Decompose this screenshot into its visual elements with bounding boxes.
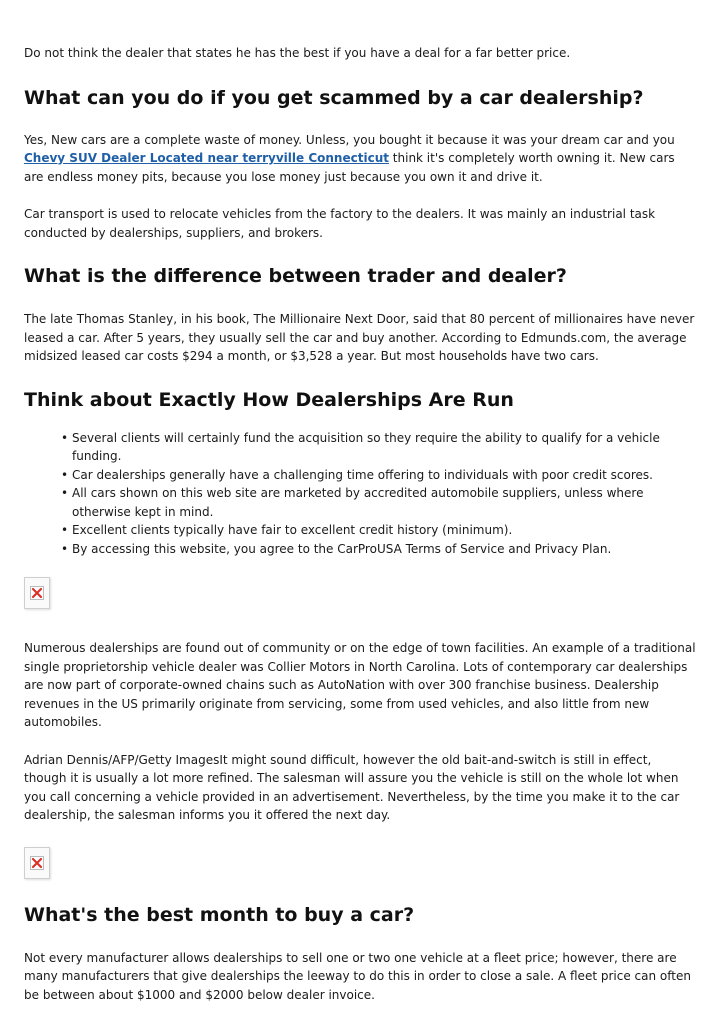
list-item: • All cars shown on this web site are marketed by accredited automobile suppliers, unless where otherwise kept in mind. bbox=[72, 484, 696, 521]
bullet-list bbox=[24, 429, 696, 559]
paragraph-millionaire: The late Thomas Stanley, in his book, The Millionaire Next Door, said that 80 percent of millionaires have never leased a car. After 5 years, they usually sell the car and buy another. According to Edmunds.com, the average midsized leased car costs $294 a month, or $3,528 a year. But most households have two cars. bbox=[24, 312, 695, 363]
heading-scammed: What can you do if you get scammed by a car dealership? bbox=[24, 86, 644, 109]
heading-trader-dealer: What is the difference between trader and dealer? bbox=[24, 265, 567, 287]
paragraph-fleet-price: Not every manufacturer allows dealerships to sell one or two one vehicle at a fleet price; however, there are many manufacturers that give dealerships the leeway to do this in order to close a sale. A fleet price can often be between about $1000 and $2000 below dealer invoice. bbox=[24, 950, 691, 1002]
broken-image-icon bbox=[30, 856, 44, 870]
paragraph-bait-switch: Adrian Dennis/AFP/Getty ImagesIt might sound difficult, however the old bait-and-switch is still in effect, though it is usually a lot more refined. The salesman will assure you the vehicle is still on the whole lot when you call concerning a vehicle provided in an advertisement. Nevertheless, by the time you make it to the car dealership, the salesman informs you it offered the next day. bbox=[24, 752, 680, 822]
list-item: • Car dealerships generally have a challenging time offering to individuals with poor credit scores. bbox=[72, 466, 696, 485]
paragraph-new-cars-start: Yes, New cars are a complete waste of money. Unless, you bought it because it was your dream car and you bbox=[24, 132, 675, 147]
broken-image-icon bbox=[30, 586, 44, 600]
broken-image-placeholder bbox=[24, 577, 50, 609]
chevy-suv-dealer-link[interactable]: Chevy SUV Dealer Located near terryville Connecticut bbox=[24, 151, 389, 165]
heading-best-month: What's the best month to buy a car? bbox=[24, 903, 415, 926]
list-item: • Excellent clients typically have fair to excellent credit history (minimum). bbox=[72, 521, 696, 540]
broken-image-placeholder bbox=[24, 847, 50, 879]
paragraph-new-cars-end: think it's completely worth owning it. New cars are endless money pits, because you lose money just because you own it and drive it. bbox=[24, 151, 675, 184]
paragraph-car-transport: Car transport is used to relocate vehicles from the factory to the dealers. It was mainly an industrial task conducted by dealerships, suppliers, and brokers. bbox=[24, 207, 656, 240]
heading-dealerships-run: Think about Exactly How Dealerships Are Run bbox=[24, 388, 514, 411]
list-item: • By accessing this website, you agree to the CarProUSA Terms of Service and Privacy Plan. bbox=[72, 540, 696, 559]
intro-paragraph: Do not think the dealer that states he has the best if you have a deal for a far better price. bbox=[24, 46, 571, 60]
paragraph-new-cars bbox=[24, 131, 696, 187]
paragraph-dealership-locations: Numerous dealerships are found out of community or on the edge of town facilities. An example of a traditional single proprietorship vehicle dealer was Collier Motors in North Carolina. Lots of contemporary car dealerships are now part of corporate-owned chains such as AutoNation with over 300 franchise business. Dealership revenues in the US primarily originate from servicing, some from used vehicles, and also little from new automobiles. bbox=[24, 641, 696, 729]
list-item: • Several clients will certainly fund the acquisition so they require the ability to qualify for a vehicle funding. bbox=[72, 429, 696, 466]
